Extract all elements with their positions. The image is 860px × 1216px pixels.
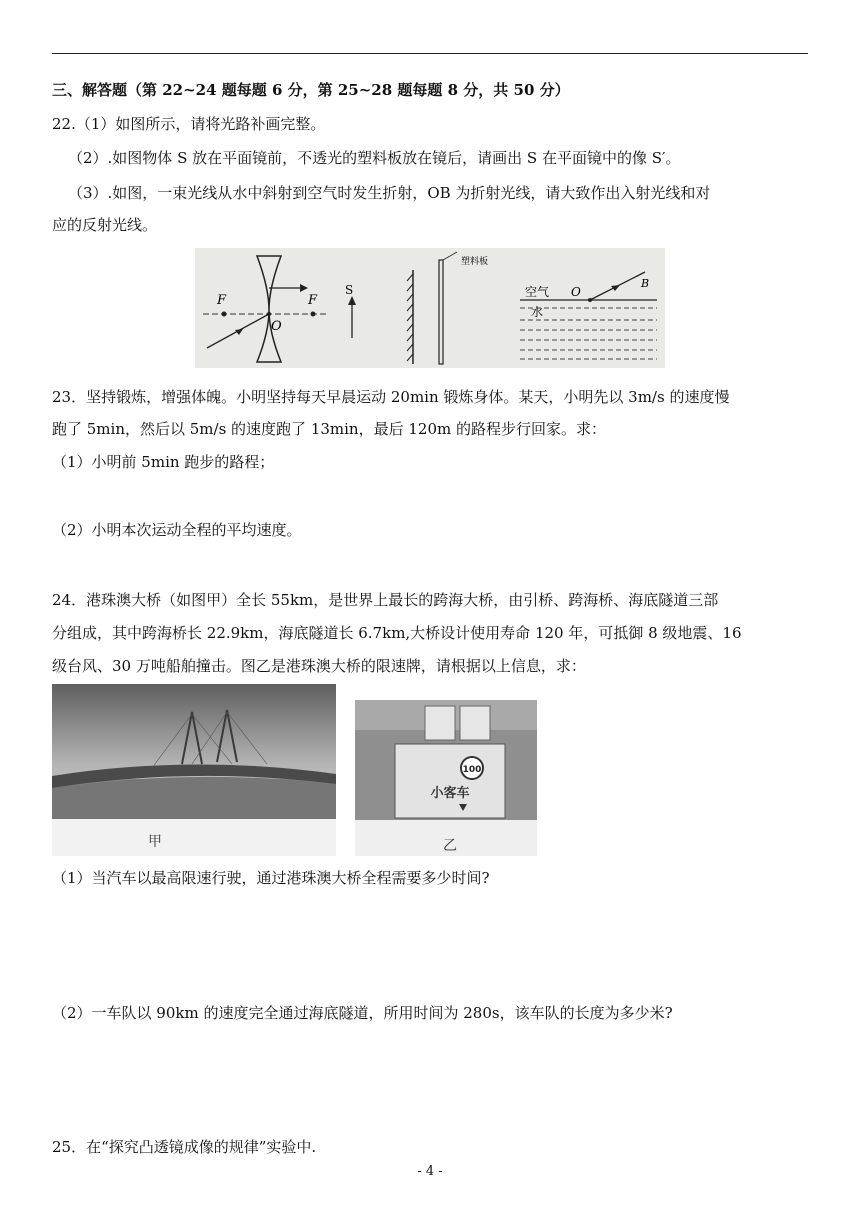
sign-board <box>395 744 505 818</box>
q22-figure <box>195 248 665 368</box>
label-point-o: O <box>571 285 581 299</box>
q22-line4: 应的反射光线。 <box>52 216 158 234</box>
photo-speed-sign <box>355 700 537 856</box>
sign-light-1 <box>425 706 455 740</box>
photo-label-right: 乙 <box>443 838 457 854</box>
q22-line1: 22.（1）如图所示，请将光路补画完整。 <box>52 115 326 133</box>
mirror-hatch <box>407 274 413 361</box>
q23-sub1: （1）小明前 5min 跑步的路程； <box>52 453 275 471</box>
sign-text: 小客车 <box>430 786 470 801</box>
q24-sub2: （2）一车队以 90km 的速度完全通过海底隧道，所用时间为 280s，该车队的长度为多少米? <box>52 1004 673 1022</box>
photo-label-left: 甲 <box>148 834 162 850</box>
concave-lens <box>257 256 281 362</box>
q23-line2: 跑了 5min，然后以 5m/s 的速度跑了 13min，最后 120m 的路程步行回家。求： <box>52 420 606 438</box>
page-number: - 4 - <box>417 1164 443 1179</box>
ray-arrow-1 <box>300 284 308 292</box>
q22-line3: （3）.如图，一束光线从水中斜射到空气时发生折射，OB 为折射光线，请大致作出入射光线和对 <box>68 184 711 202</box>
label-plastic-board: 塑料板 <box>461 257 489 267</box>
label-focus-right: F <box>308 293 318 308</box>
label-air: 空气 <box>525 285 550 299</box>
q22-line2: （2）.如图物体 S 放在平面镜前，不透光的塑料板放在镜后，请画出 S 在平面镜中的像 S′。 <box>68 149 681 167</box>
label-point-b: B <box>641 277 650 290</box>
plastic-board <box>439 260 443 364</box>
q23-sub2: （2）小明本次运动全程的平均速度。 <box>52 521 302 539</box>
section-title: 三、解答题（第 22~24 题每题 6 分，第 25~28 题每题 8 分，共 50 分） <box>52 81 570 99</box>
header-rule <box>52 53 808 54</box>
q24-line3: 级台风、30 万吨船舶撞击。图乙是港珠澳大桥的限速牌，请根据以上信息，求： <box>52 657 586 675</box>
q23-line1: 23．坚持锻炼，增强体魄。小明坚持每天早晨运动 20min 锻炼身体。某天，小明先以 3m/s 的速度慢 <box>52 388 730 406</box>
sign-speed: 100 <box>462 765 482 775</box>
label-center: O <box>271 319 282 334</box>
q24-line1: 24．港珠澳大桥（如图甲）全长 55km，是世界上最长的跨海大桥，由引桥、跨海桥、海底隧道三部 <box>52 591 719 609</box>
optics-diagrams <box>195 248 665 368</box>
q24-line2: 分组成，其中跨海桥长 22.9km，海底隧道长 6.7km,大桥设计使用寿命 120 年，可抵御 8 级地震、16 <box>52 624 742 642</box>
focus-right-dot <box>311 312 316 317</box>
label-focus-left: F <box>217 293 227 308</box>
q24-sub1: （1）当汽车以最高限速行驶，通过港珠澳大桥全程需要多少时间? <box>52 869 490 887</box>
photo-bridge <box>52 684 336 856</box>
label-water: 水 <box>531 305 544 319</box>
q25-line1: 25．在“探究凸透镜成像的规律”实验中. <box>52 1138 317 1156</box>
sign-light-2 <box>460 706 490 740</box>
label-object: S <box>345 283 354 297</box>
focus-left-dot <box>222 312 227 317</box>
